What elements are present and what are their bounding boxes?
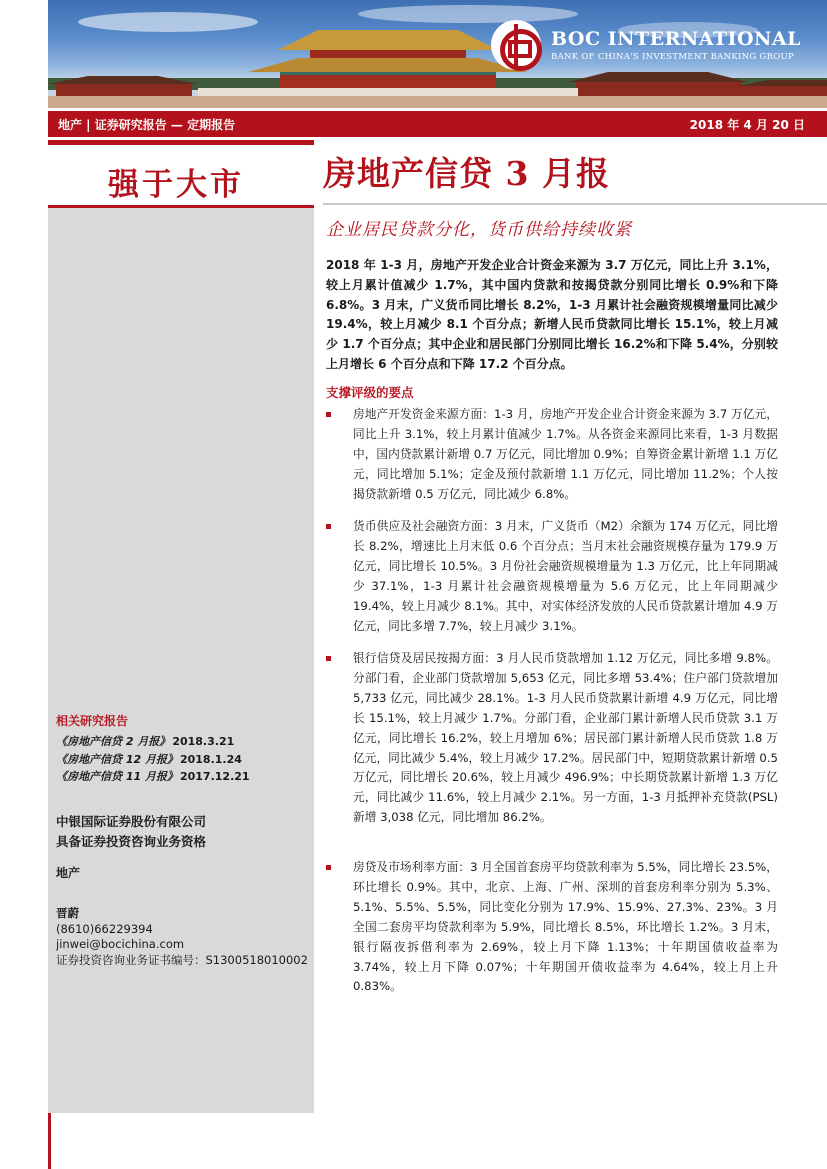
bullet-item bbox=[326, 858, 778, 997]
logo-title: BOC INTERNATIONAL bbox=[551, 28, 801, 50]
bullet-text: 房贷及市场利率方面：3 月全国首套房平均贷款利率为 5.5%，同比增长 23.5%，环比增长 0.9%。其中，北京、上海、广州、深圳的首套房利率分别为 5.3%、5.1%、5.5%、5.5%，同比变化分别为 17.9%、15.9%、27.3%、23%。3 月全国二套房平均贷款利率为 5.9%，同比增长 8.5%，环比增长 1.2%。3 月末，银行隔夜拆借利率为 2.69%，较上月下降 1.13%；十年期国债收益率为 3.74%，较上月下降 0.07%；十年期国开债收益率为 4.64%，较上月上升 0.83%。 bbox=[353, 860, 778, 994]
related-reports bbox=[56, 712, 306, 786]
analyst-phone: (8610)66229394 bbox=[56, 921, 153, 936]
analyst-license: 证券投资咨询业务证书编号：S1300518010002 bbox=[56, 952, 308, 967]
bullet-text: 房地产开发资金来源方面：1-3 月，房地产开发企业合计资金来源为 3.7 万亿元，同比上升 3.1%，较上月累计值减少 1.7%。从各资金来源同比来看，1-3 月数据中，国内贷款累计新增 0.7 万亿元，同比增加 0.9%；自筹资金累计新增 1.1 万亿元，同比增加 5.1%；定金及预付款新增 1.1 万亿元，同比增加 11.2%；个人按揭贷款新增 0.5 万亿元，同比减少 6.8%。 bbox=[353, 407, 778, 501]
bullet-square-icon bbox=[326, 865, 331, 870]
report-subtitle: 企业居民贷款分化，货币供给持续收紧 bbox=[326, 220, 632, 240]
company-name: 中银国际证券股份有限公司 bbox=[56, 814, 207, 829]
bullet-square-icon bbox=[326, 412, 331, 417]
boc-logo bbox=[491, 20, 801, 70]
logo-subtitle: BANK OF CHINA'S INVESTMENT BANKING GROUP bbox=[551, 52, 795, 62]
related-item[interactable]: 《房地产信贷 12 月报》 2018.1.24 bbox=[56, 752, 242, 766]
sidebar-red-line bbox=[48, 1113, 51, 1169]
bullet-square-icon bbox=[326, 656, 331, 661]
analyst-email[interactable]: jinwei@bocichina.com bbox=[56, 937, 185, 951]
boc-emblem-icon bbox=[491, 20, 541, 70]
support-heading: 支撑评级的要点 bbox=[326, 385, 414, 400]
sector-label: 地产 bbox=[56, 866, 81, 880]
bullet-item bbox=[326, 517, 778, 636]
related-item[interactable]: 《房地产信贷 11 月报》 2017.12.21 bbox=[56, 770, 250, 783]
related-item[interactable]: 《房地产信贷 2 月报》 2018.3.21 bbox=[56, 735, 235, 748]
bullet-item bbox=[326, 405, 778, 505]
breadcrumb: 地产 | 证券研究报告 — 定期报告 bbox=[58, 118, 236, 132]
company-info bbox=[56, 812, 206, 852]
rating-label: 强于大市 bbox=[108, 167, 244, 203]
company-qualification: 具备证券投资咨询业务资格 bbox=[56, 834, 207, 849]
header-banner bbox=[48, 0, 827, 108]
bullet-item bbox=[326, 649, 778, 828]
bullet-text: 货币供应及社会融资方面：3 月末，广义货币（M2）余额为 174 万亿元，同比增长 8.2%，增速比上月末低 0.6 个百分点；当月末社会融资规模存量为 179.9 万亿元，同比增长 10.5%。3 月份社会融资规模增量为 1.3 万亿元，比上年同期减少 37.1%，1-3 月累计社会融资规模增量为 5.6 万亿元，比上年同期减少 19.4%，较上月减少 8.1%。其中，对实体经济发放的人民币贷款累计增加 4.9 万亿元，同比多增 7.7%，较上月减少 3.1%。 bbox=[353, 519, 778, 633]
bullet-square-icon bbox=[326, 524, 331, 529]
rating-box bbox=[48, 140, 314, 208]
title-divider bbox=[323, 203, 827, 205]
category-bar bbox=[48, 111, 827, 137]
report-summary: 2018 年 1-3 月，房地产开发企业合计资金来源为 3.7 万亿元，同比上升 3.1%，较上月累计值减少 1.7%，其中国内贷款和按揭贷款分别同比增长 0.9%和下降 6.8%。3 月末，广义货币同比增长 8.2%，1-3 月累计社会融资规模增量同比减少 19.4%，较上月减少 8.1 个百分点；新增人民币贷款同比增长 15.1%，较上月减少 1.7 个百分点；其中企业和居民部门分别同比增长 16.2%和下降 5.4%，分别较上月增长 6 个百分点和下降 17.2 个百分点。 bbox=[326, 258, 778, 371]
analyst-info bbox=[56, 906, 308, 968]
analyst-name: 晋蔚 bbox=[56, 906, 79, 920]
report-date: 2018 年 4 月 20 日 bbox=[689, 118, 805, 132]
bullet-text: 银行信贷及居民按揭方面：3 月人民币贷款增加 1.12 万亿元，同比多增 9.8%。分部门看，企业部门贷款增加 5,653 亿元，同比多增 53.4%；住户部门贷款增加 5,733 亿元，同比减少 28.1%。1-3 月人民币贷款累计新增 4.9 万亿元，同比增长 15.1%，较上月减少 1.7%。分部门看，企业部门累计新增人民币贷款 3.1 万亿元，同比增长 16.2%，较上月增加 6%；居民部门累计新增人民币贷款 1.8 万亿元，同比减少 5.4%，较上月减少 17.2%。居民部门中，短期贷款累计新增 0.5 万亿元，同比增长 20.6%，较上月减少 496.9%；中长期贷款累计新增 1.3 万亿元，同比减少 11.6%，较上月减少 2.1%。另一方面，1-3 月抵押补充贷款(PSL)新增 3,038 亿元，同比增加 86.2%。 bbox=[353, 651, 778, 825]
related-heading: 相关研究报告 bbox=[56, 714, 129, 728]
report-title: 房地产信贷 3 月报 bbox=[323, 154, 610, 193]
